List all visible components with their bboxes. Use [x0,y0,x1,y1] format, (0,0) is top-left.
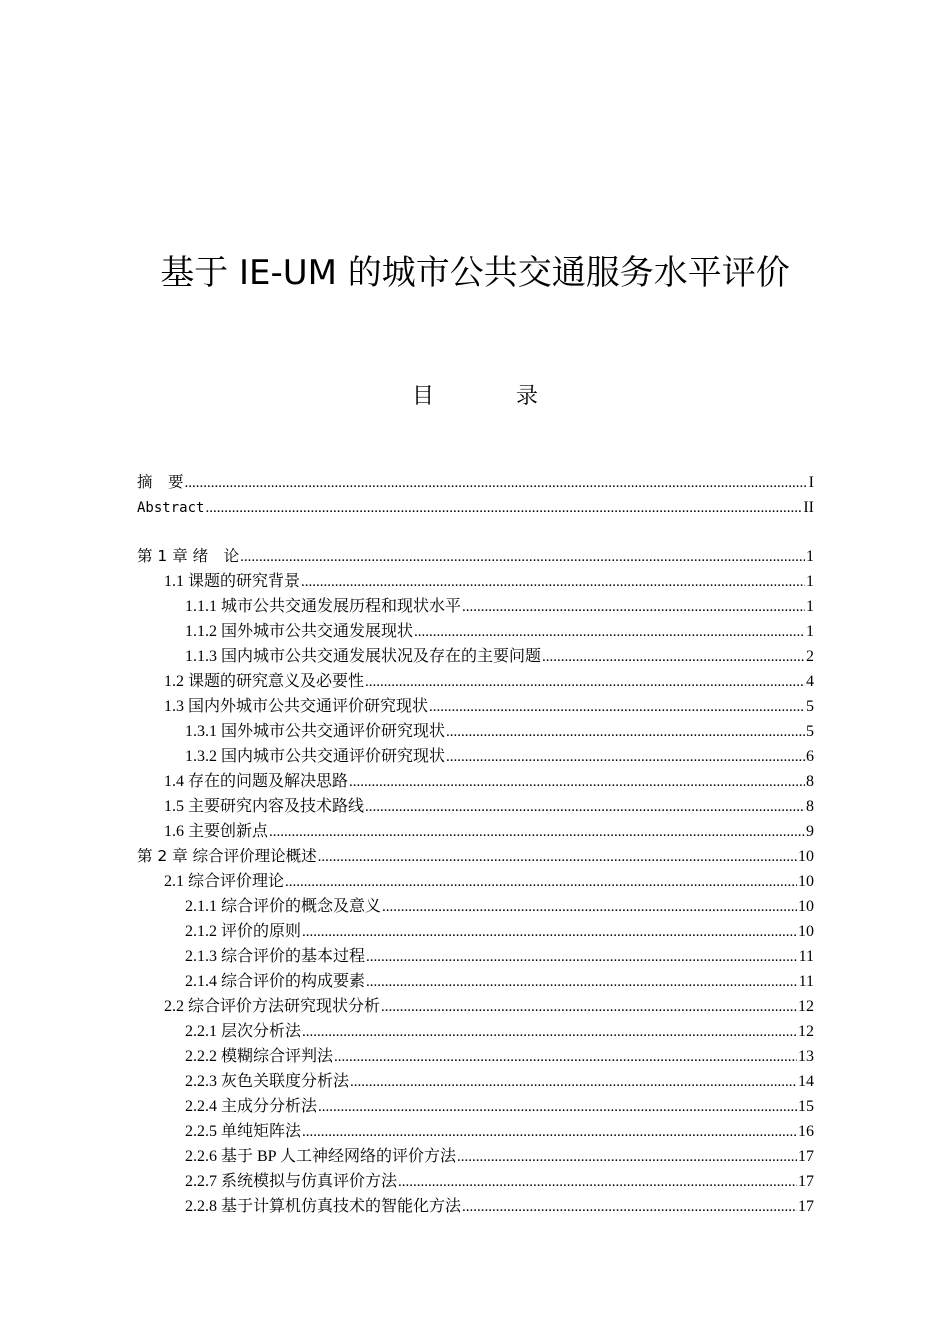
toc-entry-page-number: 14 [798,1073,814,1090]
toc-entry[interactable] [137,594,814,619]
toc-entry-page-number: 1 [806,598,814,615]
toc-dot-leader [318,1094,797,1120]
toc-entry-page-number: 11 [798,973,814,990]
toc-entry-label: 2.2.2 模糊综合评判法 [185,1048,334,1065]
toc-entry-page-number: 10 [798,873,814,890]
toc-entry-label: 1.3 国内外城市公共交通评价研究现状 [164,698,429,715]
toc-entry-label: 摘 要 [137,473,184,491]
toc-entry[interactable] [137,894,814,919]
toc-entry[interactable] [137,1094,814,1119]
toc-dot-leader [382,894,797,920]
toc-entry-label: 1.1 课题的研究背景 [164,573,301,590]
toc-entry-page-number: 17 [798,1173,814,1190]
toc-entry[interactable] [137,1194,814,1219]
toc-entry-label: 第 2 章 综合评价理论概述 [137,847,317,865]
toc-entry-label: 2.2.4 主成分分析法 [185,1098,318,1115]
document-title: 基于 IE-UM 的城市公共交通服务水平评价 [160,252,790,293]
toc-dot-leader [365,794,805,820]
toc-entry[interactable] [137,869,814,894]
toc-dot-leader [350,1069,797,1095]
toc-entry-label: 1.6 主要创新点 [164,823,269,840]
toc-entry-label: 1.3.1 国外城市公共交通评价研究现状 [185,723,446,740]
toc-entry[interactable] [137,844,814,869]
toc-entry[interactable] [137,969,814,994]
toc-entry-page-number: 8 [806,773,814,790]
toc-entry-label: 2.2.5 单纯矩阵法 [185,1123,302,1140]
toc-dot-leader [414,619,805,645]
toc-entry[interactable] [137,644,814,669]
toc-entry[interactable] [137,744,814,769]
toc-entry[interactable] [137,470,814,495]
toc-entry-label: Abstract [137,500,205,516]
table-of-contents [137,470,814,1219]
toc-entry-label: 2.2 综合评价方法研究现状分析 [164,998,381,1015]
toc-entry[interactable] [137,1069,814,1094]
toc-dot-leader [457,1144,797,1170]
toc-dot-leader [349,769,805,795]
toc-entry-label: 2.2.7 系统模拟与仿真评价方法 [185,1173,398,1190]
toc-entry-page-number: II [803,499,814,516]
toc-entry[interactable] [137,919,814,944]
toc-entry[interactable] [137,1144,814,1169]
toc-dot-leader [366,969,798,995]
toc-dot-leader [462,594,805,620]
toc-heading: 目 录 [411,384,568,409]
toc-entry[interactable] [137,544,814,569]
toc-entry-label: 2.1 综合评价理论 [164,873,285,890]
toc-entry-label: 2.1.1 综合评价的概念及意义 [185,898,382,915]
toc-entry[interactable] [137,1169,814,1194]
toc-dot-leader [542,644,805,670]
toc-entry-label: 2.2.1 层次分析法 [185,1023,302,1040]
toc-entry-label: 1.1.3 国内城市公共交通发展状况及存在的主要问题 [185,648,542,665]
toc-entry[interactable] [137,1119,814,1144]
toc-entry-page-number: 12 [798,998,814,1015]
toc-entry-page-number: 13 [798,1048,814,1065]
toc-dot-leader [185,470,808,496]
toc-entry[interactable] [137,994,814,1019]
toc-entry[interactable] [137,769,814,794]
toc-entry[interactable] [137,944,814,969]
toc-entry-page-number: 10 [798,898,814,915]
toc-entry-page-number: I [808,474,814,491]
toc-entry-page-number: 8 [806,798,814,815]
toc-entry[interactable] [137,569,814,594]
toc-entry-page-number: 1 [806,573,814,590]
toc-entry[interactable] [137,669,814,694]
toc-entry-label: 1.1.1 城市公共交通发展历程和现状水平 [185,598,462,615]
toc-dot-leader [381,994,797,1020]
toc-dot-leader [302,919,797,945]
toc-entry[interactable] [137,819,814,844]
toc-dot-leader [365,669,805,695]
toc-dot-leader [302,1019,797,1045]
toc-dot-leader [301,569,805,595]
toc-entry-page-number: 17 [798,1198,814,1215]
toc-entry-page-number: 15 [798,1098,814,1115]
toc-entry-label: 第 1 章 绪 论 [137,547,240,565]
toc-entry[interactable] [137,619,814,644]
toc-entry-page-number: 10 [798,923,814,940]
toc-entry-page-number: 6 [806,748,814,765]
toc-entry[interactable] [137,719,814,744]
toc-entry-page-number: 11 [798,948,814,965]
toc-entry-label: 1.3.2 国内城市公共交通评价研究现状 [185,748,446,765]
toc-dot-leader [334,1044,797,1070]
toc-entry-label: 2.2.3 灰色关联度分析法 [185,1073,350,1090]
toc-dot-leader [302,1119,797,1145]
toc-entry-page-number: 2 [806,648,814,665]
toc-entry-label: 1.2 课题的研究意义及必要性 [164,673,365,690]
toc-entry-label: 2.1.2 评价的原则 [185,923,302,940]
toc-entry[interactable] [137,694,814,719]
toc-dot-leader [318,844,797,870]
toc-entry-label: 2.1.4 综合评价的构成要素 [185,973,366,990]
toc-entry-label: 2.2.8 基于计算机仿真技术的智能化方法 [185,1198,462,1215]
toc-dot-leader [446,719,805,745]
toc-dot-leader [205,495,802,521]
toc-dot-leader [285,869,797,895]
toc-entry-page-number: 5 [806,698,814,715]
toc-dot-leader [366,944,798,970]
toc-dot-leader [240,544,805,570]
toc-entry[interactable] [137,1019,814,1044]
toc-entry-page-number: 5 [806,723,814,740]
toc-entry-label: 1.5 主要研究内容及技术路线 [164,798,365,815]
toc-entry-page-number: 17 [798,1148,814,1165]
toc-entry[interactable] [137,1044,814,1069]
toc-entry[interactable] [137,794,814,819]
toc-entry-label: 2.1.3 综合评价的基本过程 [185,948,366,965]
toc-dot-leader [398,1169,797,1195]
toc-dot-leader [446,744,805,770]
toc-dot-leader [429,694,805,720]
toc-dot-leader [269,819,805,845]
toc-entry-label: 2.2.6 基于 BP 人工神经网络的评价方法 [185,1148,456,1165]
toc-entry-page-number: 1 [806,548,814,565]
toc-entry-page-number: 1 [806,623,814,640]
toc-entry-page-number: 9 [806,823,814,840]
toc-entry[interactable] [137,495,814,520]
toc-entry-label: 1.1.2 国外城市公共交通发展现状 [185,623,414,640]
toc-entry-page-number: 16 [798,1123,814,1140]
toc-dot-leader [462,1194,797,1220]
toc-entry-page-number: 12 [798,1023,814,1040]
toc-entry-page-number: 4 [806,673,814,690]
toc-entry-page-number: 10 [798,848,814,865]
toc-entry-label: 1.4 存在的问题及解决思路 [164,773,349,790]
